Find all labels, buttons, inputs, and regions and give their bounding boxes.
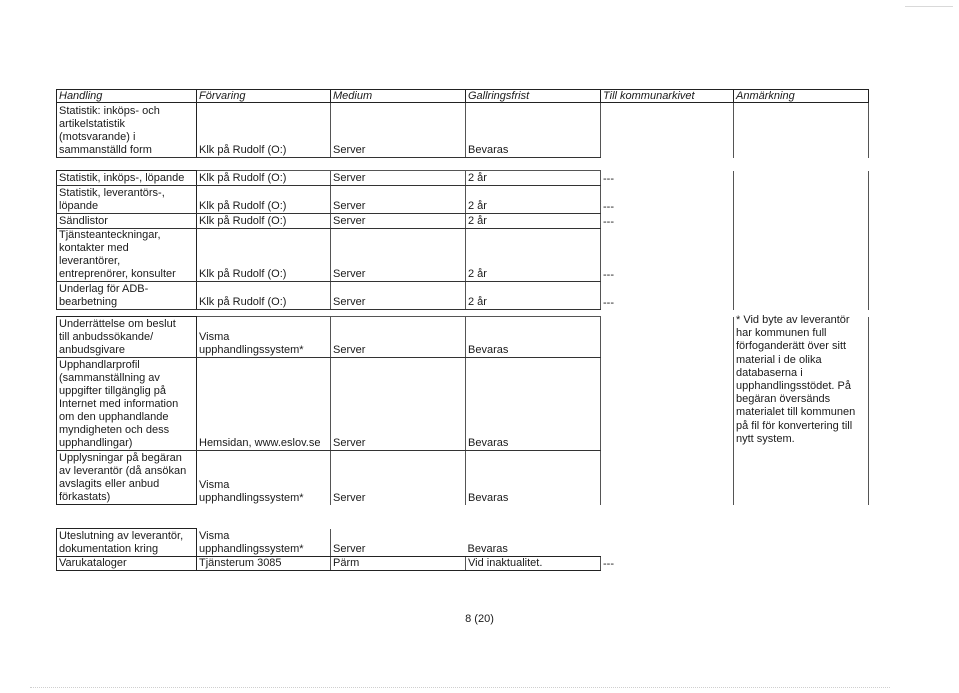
cell-handling: Varukataloger (57, 557, 197, 571)
table-header-row (57, 90, 869, 103)
cell-medium: Server (331, 214, 466, 229)
cell-gallringsfrist: Bevaras (466, 103, 601, 158)
table-row (57, 214, 869, 229)
cell-medium: Server (331, 282, 466, 310)
cell-arkiv (601, 529, 734, 557)
cell-arkiv (601, 317, 734, 358)
cell-forvaring: Klk på Rudolf (O:) (197, 171, 331, 186)
cell-handling: Statistik, leverantörs-, löpande (57, 186, 197, 214)
cell-arkiv: --- (603, 557, 614, 570)
cell-anmarkning (734, 229, 869, 282)
cell-medium: Server (331, 186, 466, 214)
header-handling: Handling (57, 90, 197, 103)
cell-gallringsfrist: Vid inaktualitet. (466, 557, 601, 571)
header-forvaring: Förvaring (197, 90, 331, 103)
table-row (57, 229, 869, 282)
cell-arkiv: --- (601, 282, 734, 310)
cell-anmarkning (734, 186, 869, 214)
cell-gallringsfrist: 2 år (466, 186, 601, 214)
table-row (57, 186, 869, 214)
cell-arkiv (601, 358, 734, 451)
cell-forvaring: Klk på Rudolf (O:) (197, 282, 331, 310)
cell-handling: Sändlistor (57, 214, 197, 229)
header-medium: Medium (331, 90, 466, 103)
cell-forvaring: Klk på Rudolf (O:) (197, 103, 331, 158)
table-row (57, 171, 869, 186)
cell-arkiv: --- (601, 229, 734, 282)
records-table-continued (56, 528, 869, 571)
header-gallringsfrist: Gallringsfrist (466, 90, 601, 103)
cell-gallringsfrist: Bevaras (466, 358, 601, 451)
cell-gallringsfrist: 2 år (466, 229, 601, 282)
table-row (57, 451, 869, 505)
table-row (57, 557, 869, 571)
cell-arkiv (601, 103, 734, 158)
table-gap-row (57, 158, 869, 171)
cell-gallringsfrist: 2 år (466, 214, 601, 229)
cell-anmarkning (734, 282, 869, 310)
cell-arkiv (601, 451, 734, 505)
cell-anmarkning (734, 451, 869, 505)
cell-handling: Upphandlarprofil (sammanställning av uppgifter tillgänglig på Internet med information om den upphandlande myndigheten och dess upphandlingar) (57, 358, 197, 451)
cell-medium: Server (331, 103, 466, 158)
table-row (57, 103, 869, 158)
cell-handling: Statistik, inköps-, löpande (57, 171, 197, 186)
header-till-kommunarkivet: Till kommunarkivet (601, 90, 734, 103)
cell-medium: Server (331, 358, 466, 451)
cell-medium: Server (331, 171, 466, 186)
cell-forvaring: Tjänsterum 3085 (197, 557, 331, 571)
cell-gallringsfrist: Bevaras (466, 317, 601, 358)
cell-gallringsfrist: Bevaras (466, 451, 601, 505)
cell-handling: Upplysningar på begäran av leverantör (då ansökan avslagits eller anbud förkastats) (57, 451, 197, 505)
cell-forvaring: Klk på Rudolf (O:) (197, 214, 331, 229)
cell-handling: Underlag för ADB- bearbetning (57, 282, 197, 310)
cell-arkiv: --- (601, 186, 734, 214)
cell-gallringsfrist: 2 år (466, 282, 601, 310)
cell-gallringsfrist: 2 år (466, 171, 601, 186)
table-row (57, 282, 869, 310)
cell-handling: Underrättelse om beslut till anbudssökande/ anbudsgivare (57, 317, 197, 358)
page-number: 8 (20) (465, 613, 494, 625)
cell-forvaring: Visma upphandlingssystem* (197, 317, 331, 358)
cell-handling: Tjänsteanteckningar, kontakter med leverantörer, entreprenörer, konsulter (57, 229, 197, 282)
cell-forvaring: Hemsidan, www.eslov.se (197, 358, 331, 451)
cell-medium: Server (331, 229, 466, 282)
remark-note: * Vid byte av leverantör har kommunen full förfoganderätt över sitt material i de olika databaserna i upphandlingsstödet. På begäran översänds materialet till kommunen på fil för konvertering till nytt system. (736, 314, 856, 445)
scan-corner-mark (905, 6, 953, 7)
cell-medium: Server (331, 451, 466, 505)
cell-anmarkning (734, 214, 869, 229)
cell-anmarkning (734, 557, 869, 571)
cell-anmarkning (734, 171, 869, 186)
cell-anmarkning (734, 103, 869, 158)
table-row (57, 529, 869, 557)
cell-anmarkning (734, 529, 869, 557)
cell-arkiv: --- (601, 214, 734, 229)
cell-forvaring: Visma upphandlingssystem* (197, 451, 331, 505)
header-anmarkning: Anmärkning (734, 90, 869, 103)
cell-medium: Server (331, 529, 466, 557)
cell-handling: Uteslutning av leverantör, dokumentation kring (57, 529, 197, 557)
cell-forvaring: Visma upphandlingssystem* (197, 529, 331, 557)
cell-gallringsfrist: Bevaras (466, 529, 601, 557)
scan-bottom-noise (30, 687, 890, 689)
cell-handling: Statistik: inköps- och artikelstatistik (motsvarande) i sammanställd form (57, 103, 197, 158)
cell-forvaring: Klk på Rudolf (O:) (197, 186, 331, 214)
cell-arkiv: --- (601, 171, 734, 186)
cell-medium: Server (331, 317, 466, 358)
cell-forvaring: Klk på Rudolf (O:) (197, 229, 331, 282)
cell-medium: Pärm (331, 557, 466, 571)
